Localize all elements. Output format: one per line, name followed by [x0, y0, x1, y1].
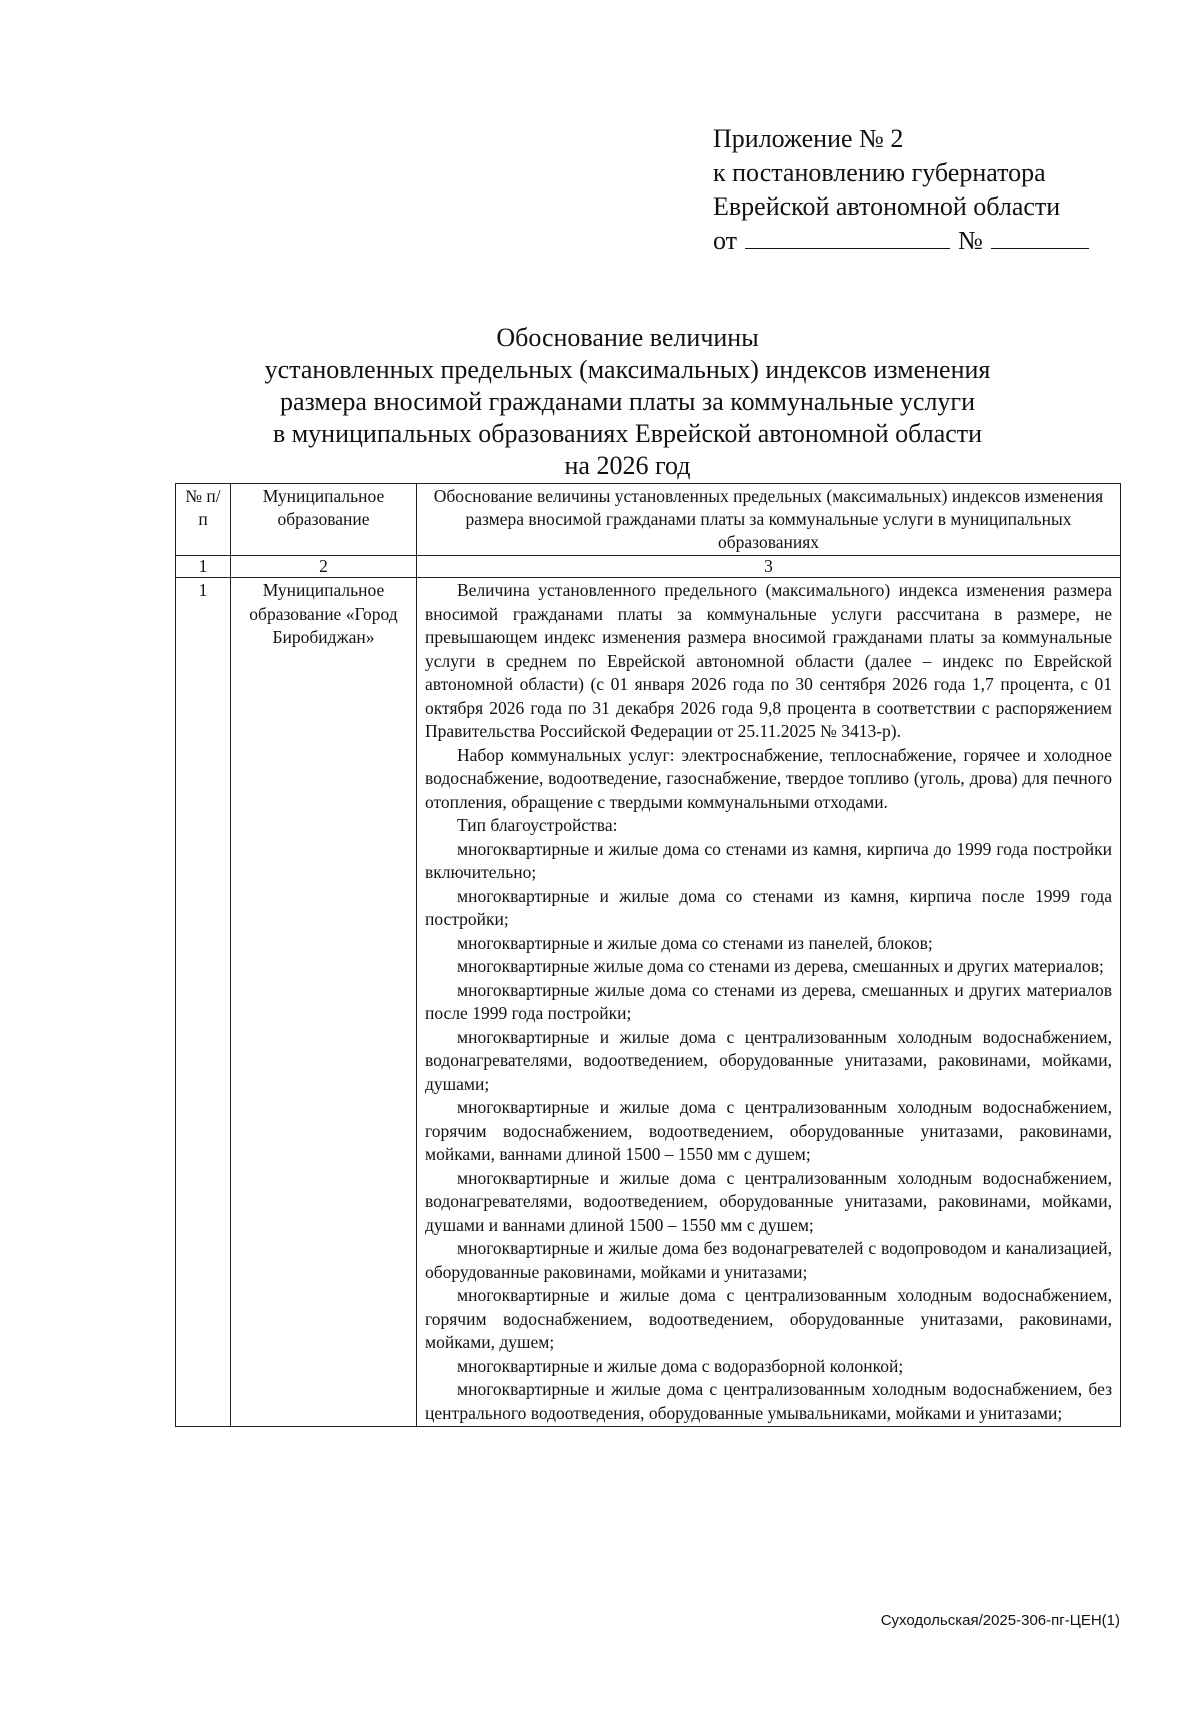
row-number: 1 — [176, 578, 231, 1427]
paragraph: многоквартирные и жилые дома с централизованным холодным водоснабжением, без центрального водоотведения, оборудованные умывальниками, мойками и унитазами; — [425, 1379, 1112, 1423]
paragraph: многоквартирные и жилые дома с централизованным холодным водоснабжением, горячим водоснабжением, водоотведением, оборудованные унитазами, раковинами, мойками, душем; — [425, 1285, 1112, 1352]
header-justification: Обоснование величины установленных предельных (максимальных) индексов изменения размера вносимой гражданами платы за коммунальные услуги в муниципальных образованиях — [417, 484, 1121, 556]
title-line-5: на 2026 год — [564, 451, 691, 480]
paragraph: многоквартирные и жилые дома со стенами из камня, кирпича после 1999 года постройки; — [425, 885, 1112, 929]
appendix-line-region: Еврейской автономной области — [713, 192, 1061, 221]
title-line-2: установленных предельных (максимальных) индексов изменения — [264, 355, 991, 384]
paragraph: многоквартирные и жилые дома с централизованным холодным водоснабжением, водонагревателями, водоотведением, оборудованные унитазами, раковинами, мойками, душами и ваннами длиной 1500 – 1550 мм с душем; — [425, 1167, 1112, 1235]
column-number: 2 — [231, 556, 417, 578]
paragraph: многоквартирные жилые дома со стенами из дерева, смешанных и других материалов после 1999 года постройки; — [425, 979, 1112, 1023]
paragraph: многоквартирные и жилые дома с централизованным холодным водоснабжением, горячим водоснабжением, водоотведением, оборудованные унитазами, раковинами, мойками, ваннами длиной 1500 – 1550 мм с душем; — [425, 1097, 1112, 1164]
paragraph: многоквартирные и жилые дома с централизованным холодным водоснабжением, водонагревателями, водоотведением, оборудованные унитазами, раковинами, мойками, душами; — [425, 1026, 1112, 1094]
title-line-4: в муниципальных образованиях Еврейской автономной области — [272, 419, 983, 448]
document-title — [175, 322, 1080, 482]
date-prefix: от — [713, 226, 738, 255]
column-number-row — [176, 556, 1121, 578]
paragraph: многоквартирные и жилые дома с водоразборной колонкой; — [457, 1355, 904, 1376]
row-justification — [417, 578, 1121, 1427]
appendix-title: Приложение № 2 — [713, 124, 904, 153]
number-sign: № — [958, 226, 983, 255]
header-number: № п/п — [176, 484, 231, 556]
paragraph: многоквартирные и жилые дома со стенами из камня, кирпича до 1999 года постройки включительно; — [425, 838, 1112, 882]
document-id-footer: Суходольская/2025-306-пг-ЦЕН(1) — [880, 1612, 1120, 1629]
appendix-block — [713, 122, 1133, 258]
column-number: 1 — [176, 556, 231, 578]
date-blank — [745, 226, 950, 249]
column-number: 3 — [417, 556, 1121, 578]
paragraph: Величина установленного предельного (максимального) индекса изменения размера вносимой гражданами платы за коммунальные услуги рассчитана в размере, не превышающем индекс изменения размера вносимой гражданами платы за коммунальные услуги в среднем по Еврейской автономной области (далее – индекс по Еврейской автономной области) (с 01 января 2026 года по 30 сентября 2026 года 1,7 процента, с 01 октября 2026 года по 31 декабря 2026 года 9,8 процента в соответствии с распоряжением Правительства Российской Федерации от 25.11.2025 № 3413-р). — [425, 580, 1112, 741]
title-line-3: размера вносимой гражданами платы за коммунальные услуги — [279, 387, 976, 416]
number-blank — [991, 226, 1089, 249]
row-municipality: Муниципальное образование «Город Биробиджан» — [231, 578, 417, 1427]
appendix-date-line — [713, 224, 1133, 258]
paragraph: многоквартирные жилые дома со стенами из дерева, смешанных и других материалов; — [457, 956, 1104, 976]
title-line-1: Обоснование величины — [496, 323, 759, 352]
paragraph: Набор коммунальных услуг: электроснабжение, теплоснабжение, горячее и холодное водоснабжение, водоотведение, газоснабжение, твердое топливо (уголь, дрова) для печного отопления, обращение с твердыми коммунальными отходами. — [425, 744, 1112, 812]
header-municipality: Муниципальное образование — [231, 484, 417, 556]
table-row — [176, 578, 1121, 1427]
paragraph: многоквартирные и жилые дома со стенами из панелей, блоков; — [457, 932, 933, 953]
paragraph: Тип благоустройства: — [457, 815, 618, 835]
paragraph: многоквартирные и жилые дома без водонагревателей с водопроводом и канализацией, оборудованные раковинами, мойками и унитазами; — [425, 1238, 1112, 1282]
table-header-row — [176, 484, 1121, 556]
justification-table — [175, 483, 1121, 1427]
appendix-line-decree: к постановлению губернатора — [713, 158, 1046, 187]
